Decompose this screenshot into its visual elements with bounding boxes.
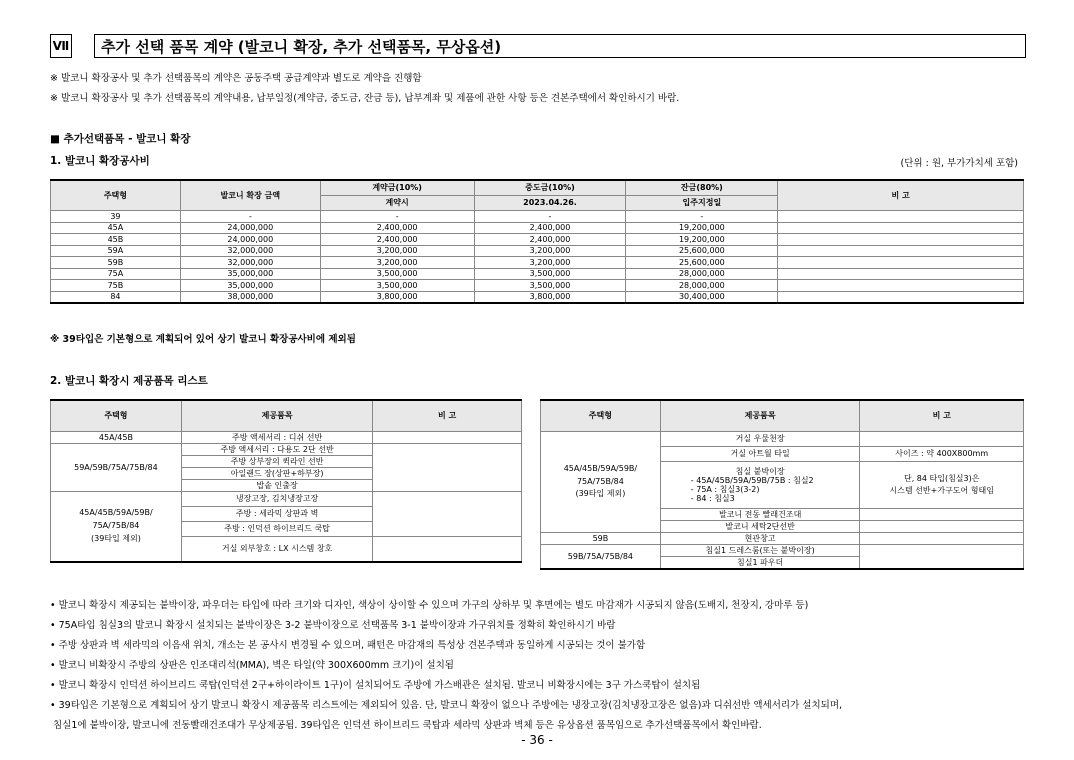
- remark-cell: [778, 280, 1024, 292]
- table-row: [51, 222, 1024, 234]
- cell: 30,400,000: [626, 291, 778, 303]
- remark-cell: [778, 245, 1024, 257]
- bullet-2: • 75A타입 침실3의 발코니 확장시 설치되는 붙박이장은 3-2 붙박이장으로 선택품목 3-1 붙박이장과 가구위치를 정확히 확인하시기 바람: [50, 620, 616, 631]
- cell: 39: [51, 211, 181, 223]
- type-cell: 45A/45B: [51, 432, 182, 444]
- item-cell: 밥솥 인출장: [181, 480, 373, 492]
- item-cell: 발코니 세탁2단선반: [660, 521, 860, 533]
- item-cell: 거실 외부창호 : LX 시스템 창호: [181, 537, 373, 563]
- remark-cell: [778, 291, 1024, 303]
- item-cell: 주방 상부장의 퀵라인 선반: [181, 456, 373, 468]
- provided-items-table-right: [540, 399, 1024, 570]
- table-row: [51, 268, 1024, 280]
- bullet-4: • 발코니 비확장시 주방의 상판은 인조대리석(MMA), 벽은 타일(약 300X600mm 크기)이 설치됨: [50, 660, 454, 671]
- balcony-cost-table: [50, 179, 1024, 304]
- type-cell: 59B/75A/75B/84: [541, 545, 661, 570]
- item-cell: 침실 붙박이장 - 45A/45B/59A/59B/75B : 침실2 - 75A : 침실3(3-2) - 84 : 침실3: [660, 462, 860, 509]
- type-cell: 59A/59B/75A/75B/84: [51, 444, 182, 492]
- th-deposit-sub: 계약시: [320, 196, 474, 211]
- th-type: 주택형: [51, 400, 182, 432]
- remark-cell: [778, 234, 1024, 246]
- table1-footnote: ※ 39타입은 기본형으로 계획되어 있어 상기 발코니 확장공사비에 제외됨: [50, 334, 356, 345]
- cell: 59A: [51, 245, 181, 257]
- item-cell: 침실1 파우더: [660, 557, 860, 570]
- cell: 3,200,000: [320, 257, 474, 269]
- type-cell: 45A/45B/59A/59B/ 75A/75B/84 (39타입 제외): [51, 492, 182, 563]
- th-remark: 비 고: [778, 180, 1024, 211]
- th-middle: 중도금(10%): [474, 180, 626, 196]
- cell: 24,000,000: [180, 222, 320, 234]
- cell: 75B: [51, 280, 181, 292]
- item-cell: 냉장고장, 김치냉장고장: [181, 492, 373, 507]
- section-header: [50, 34, 1026, 60]
- cell: 32,000,000: [180, 257, 320, 269]
- type-cell: 59B: [541, 533, 661, 545]
- table-row: [51, 245, 1024, 257]
- item-cell: 주방 : 세라믹 상판과 벽: [181, 507, 373, 522]
- item-cell: 현관창고: [660, 533, 860, 545]
- cell: 3,500,000: [474, 268, 626, 280]
- cell: 59B: [51, 257, 181, 269]
- th-remark: 비 고: [373, 400, 522, 432]
- table-row: [51, 211, 1024, 223]
- item-cell: 침실1 드레스룸(또는 붙박이장): [660, 545, 860, 557]
- remark-cell: 사이즈 : 약 400X800mm: [860, 447, 1024, 462]
- bullet-6: • 39타입은 기본형으로 계획되어 상기 발코니 확장시 제공품목 리스트에는 제외되어 있음. 단, 발코니 확장이 없으나 주방에는 냉장고장(김치냉장고장은 없음)과 디쉬선반 액세서리가 설치되며,: [50, 700, 843, 711]
- table-row: [51, 234, 1024, 246]
- unit-note: (단위 : 원, 부가가치세 포함): [900, 158, 1018, 169]
- cell: 2,400,000: [320, 234, 474, 246]
- cell: 25,600,000: [626, 245, 778, 257]
- section-title: 추가 선택 품목 계약 (발코니 확장, 추가 선택품목, 무상옵션): [94, 34, 1026, 58]
- cell: 25,600,000: [626, 257, 778, 269]
- cell: 38,000,000: [180, 291, 320, 303]
- bullet-6-cont: 침실1에 붙박이장, 발코니에 전동빨래건조대가 무상제공됨. 39타입은 인덕션 하이브리드 쿡탑과 세라믹 상판과 벽체 등은 유상옵션 품목임으로 추가선택품목에서 확인바람.: [53, 720, 762, 731]
- remark-cell: [778, 211, 1024, 223]
- item-cell: 주방 액세서리 : 다용도 2단 선반: [181, 444, 373, 456]
- cell: 3,800,000: [474, 291, 626, 303]
- th-balance-sub: 입주지정일: [626, 196, 778, 211]
- cell: 2,400,000: [474, 234, 626, 246]
- th-items: 제공품목: [181, 400, 373, 432]
- type-cell: 45A/45B/59A/59B/ 75A/75B/84 (39타입 제외): [541, 432, 661, 533]
- th-type: 주택형: [541, 400, 661, 432]
- section-number: Ⅶ: [50, 34, 72, 58]
- th-balance: 잔금(80%): [626, 180, 778, 196]
- cell: 3,200,000: [320, 245, 474, 257]
- cell: 28,000,000: [626, 280, 778, 292]
- item-cell: 주방 : 인덕션 하이브리드 쿡탑: [181, 522, 373, 537]
- cell: 19,200,000: [626, 222, 778, 234]
- cell: 35,000,000: [180, 280, 320, 292]
- table-row: [51, 257, 1024, 269]
- th-remark: 비 고: [860, 400, 1024, 432]
- item-cell: 거실 아트월 타일: [660, 447, 860, 462]
- table2-title: 2. 발코니 확장시 제공품목 리스트: [50, 375, 208, 387]
- th-items: 제공품목: [660, 400, 860, 432]
- provided-items-table-left: [50, 399, 522, 563]
- bullet-3: • 주방 상판과 벽 세라믹의 이음새 위치, 개소는 본 공사시 변경될 수 있으며, 패턴은 마감재의 특성상 견본주택과 동일하게 시공되는 것이 불가함: [50, 640, 646, 651]
- table-row: [51, 280, 1024, 292]
- cell: 3,500,000: [320, 280, 474, 292]
- bullet-1: • 발코니 확장시 제공되는 붙박이장, 파우더는 타입에 따라 크기와 디자인, 색상이 상이할 수 있으며 가구의 상하부 및 후면에는 별도 마감재가 시공되지 않음(도배지, 천장지, 강마루 등): [50, 600, 809, 611]
- page-number: - 36 -: [521, 733, 553, 747]
- note-2: ※ 발코니 확장공사 및 추가 선택품목의 계약내용, 납부일정(계약금, 중도금, 잔금 등), 납부계좌 및 제품에 관한 사항 등은 견본주택에서 확인하시기 바람.: [50, 93, 680, 104]
- item-cell: 거실 우물천장: [660, 432, 860, 447]
- cell: -: [626, 211, 778, 223]
- cell: 32,000,000: [180, 245, 320, 257]
- remark-cell: [778, 257, 1024, 269]
- cell: -: [180, 211, 320, 223]
- cell: 45A: [51, 222, 181, 234]
- cell: 3,800,000: [320, 291, 474, 303]
- remark-cell: 단, 84 타입(침실3)은 시스템 선반+가구도어 형태임: [860, 462, 1024, 509]
- cell: 75A: [51, 268, 181, 280]
- th-middle-sub: 2023.04.26.: [474, 196, 626, 211]
- item-cell: 주방 액세서리 : 디쉬 선반: [181, 432, 373, 444]
- remark-cell: [778, 268, 1024, 280]
- cell: 3,200,000: [474, 245, 626, 257]
- cell: -: [474, 211, 626, 223]
- item-cell: 아일랜드 장(상판+하부장): [181, 468, 373, 480]
- cell: 3,200,000: [474, 257, 626, 269]
- cell: 3,500,000: [320, 268, 474, 280]
- subsection-title: ■ 추가선택품목 - 발코니 확장: [50, 133, 191, 145]
- cell: 84: [51, 291, 181, 303]
- th-amount: 발코니 확장 금액: [180, 180, 320, 211]
- cell: 19,200,000: [626, 234, 778, 246]
- table1-title: 1. 발코니 확장공사비: [50, 155, 150, 167]
- cell: 2,400,000: [320, 222, 474, 234]
- cell: -: [320, 211, 474, 223]
- bullet-5: • 발코니 확장시 인덕션 하이브리드 쿡탑(인덕션 2구+하이라이트 1구)이 설치되어도 주방에 가스배관은 설치됨. 발코니 비확장시에는 3구 가스쿡탑이 설치됨: [50, 680, 701, 691]
- cell: 3,500,000: [474, 280, 626, 292]
- cell: 45B: [51, 234, 181, 246]
- cell: 35,000,000: [180, 268, 320, 280]
- item-cell: 발코니 전동 빨래건조대: [660, 509, 860, 521]
- cell: 24,000,000: [180, 234, 320, 246]
- note-1: ※ 발코니 확장공사 및 추가 선택품목의 계약은 공동주택 공급계약과 별도로 계약을 진행함: [50, 73, 422, 84]
- remark-cell: [778, 222, 1024, 234]
- cell: 28,000,000: [626, 268, 778, 280]
- table-row: [51, 291, 1024, 303]
- th-type: 주택형: [51, 180, 181, 211]
- cell: 2,400,000: [474, 222, 626, 234]
- th-deposit: 계약금(10%): [320, 180, 474, 196]
